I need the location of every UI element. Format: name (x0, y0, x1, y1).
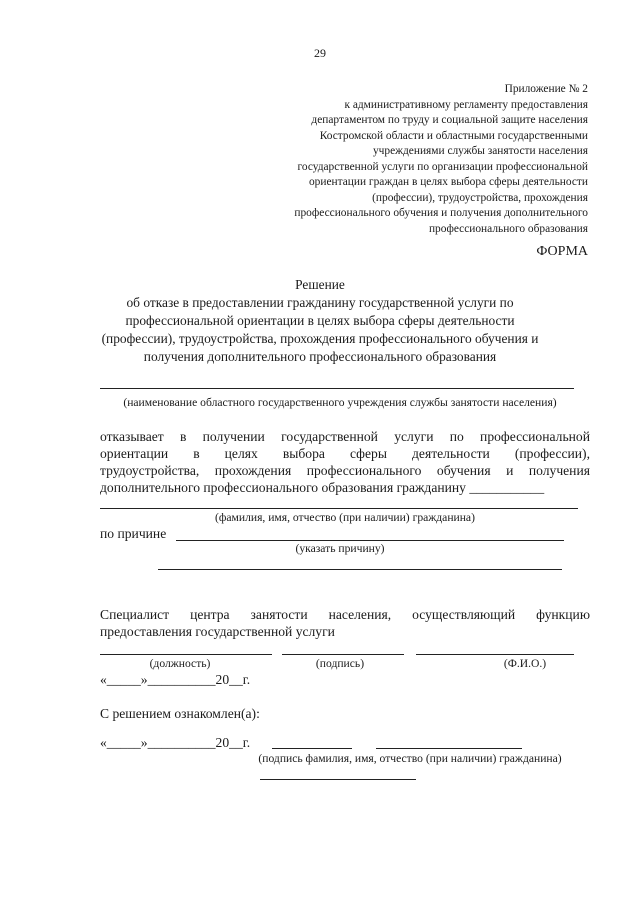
appendix-line: Костромской области и областными государственными (319, 129, 588, 142)
refusal-paragraph (100, 428, 590, 496)
citizen-caption: (фамилия, имя, отчество (при наличии) гражданина) (215, 511, 475, 524)
specialist-line: Специалист центра занятости населения, осуществляющий функцию (100, 607, 590, 622)
title-line: профессиональной ориентации в целях выбора сферы деятельности (125, 313, 515, 328)
form-label: ФОРМА (536, 244, 588, 259)
appendix-line: ориентации граждан в целях выбора сферы деятельности (308, 176, 588, 188)
citizen-signature-line[interactable] (272, 748, 352, 749)
date-field[interactable]: «_____»__________20__г. (100, 672, 251, 687)
reason-label: по причине (100, 526, 167, 541)
appendix-line: департаментом по труду и социальной защите населения (311, 114, 588, 126)
reason-line[interactable] (176, 540, 564, 541)
specialist-line: предоставления государственной услуги (100, 624, 335, 639)
title-heading: Решение (295, 277, 345, 292)
institution-caption: (наименование областного государственного учреждения службы занятости населения) (123, 396, 557, 409)
refusal-line: ориентации в целях выбора сферы деятельности (профессии), (100, 446, 590, 461)
title-line: об отказе в предоставлении гражданину государственной услуги по (126, 295, 514, 310)
appendix-line: (профессии), трудоустройства, прохождения (372, 191, 588, 204)
reason-line-2[interactable] (158, 569, 562, 570)
appendix-line: профессионального образования (428, 222, 588, 235)
appendix-line: Приложение № 2 (504, 83, 588, 95)
institution-name-line[interactable] (100, 388, 574, 389)
reason-caption: (указать причину) (295, 542, 385, 555)
fio-line[interactable] (416, 654, 574, 655)
appendix-line: профессионального обучения и получения дополнительного (294, 207, 588, 219)
appendix-line: учреждениями службы занятости населения (372, 145, 588, 157)
extra-signature-line[interactable] (260, 779, 416, 780)
position-line[interactable] (100, 654, 272, 655)
refusal-line: отказывает в получении государственной услуги по профессиональной (100, 429, 590, 444)
appendix-block (228, 82, 588, 237)
refusal-line: трудоустройства, прохождения профессионального обучения и получения (100, 463, 590, 478)
citizen-name-line[interactable] (100, 508, 578, 509)
appendix-line: государственной услуги по организации профессиональной (297, 160, 588, 173)
fio-caption: (Ф.И.О.) (503, 657, 547, 670)
date-field-2[interactable]: «_____»__________20__г. (100, 735, 251, 750)
title-line: (профессии), трудоустройства, прохождения профессионального обучения и (101, 331, 539, 346)
specialist-paragraph (100, 606, 590, 640)
signature-caption: (подпись) (315, 657, 365, 670)
document-title (90, 276, 550, 366)
signature-line[interactable] (282, 654, 404, 655)
acquainted-label: С решением ознакомлен(а): (100, 706, 260, 721)
citizen-sign-caption: (подпись фамилия, имя, отчество (при наличии) гражданина) (258, 752, 562, 765)
position-caption: (должность) (149, 657, 211, 670)
page-number: 29 (314, 46, 326, 60)
appendix-line: к административному регламенту предоставления (344, 98, 588, 111)
refusal-line: дополнительного профессионального образования гражданину ___________ (100, 480, 545, 495)
title-line: получения дополнительного профессионального образования (143, 349, 497, 364)
citizen-fio-line[interactable] (376, 748, 522, 749)
